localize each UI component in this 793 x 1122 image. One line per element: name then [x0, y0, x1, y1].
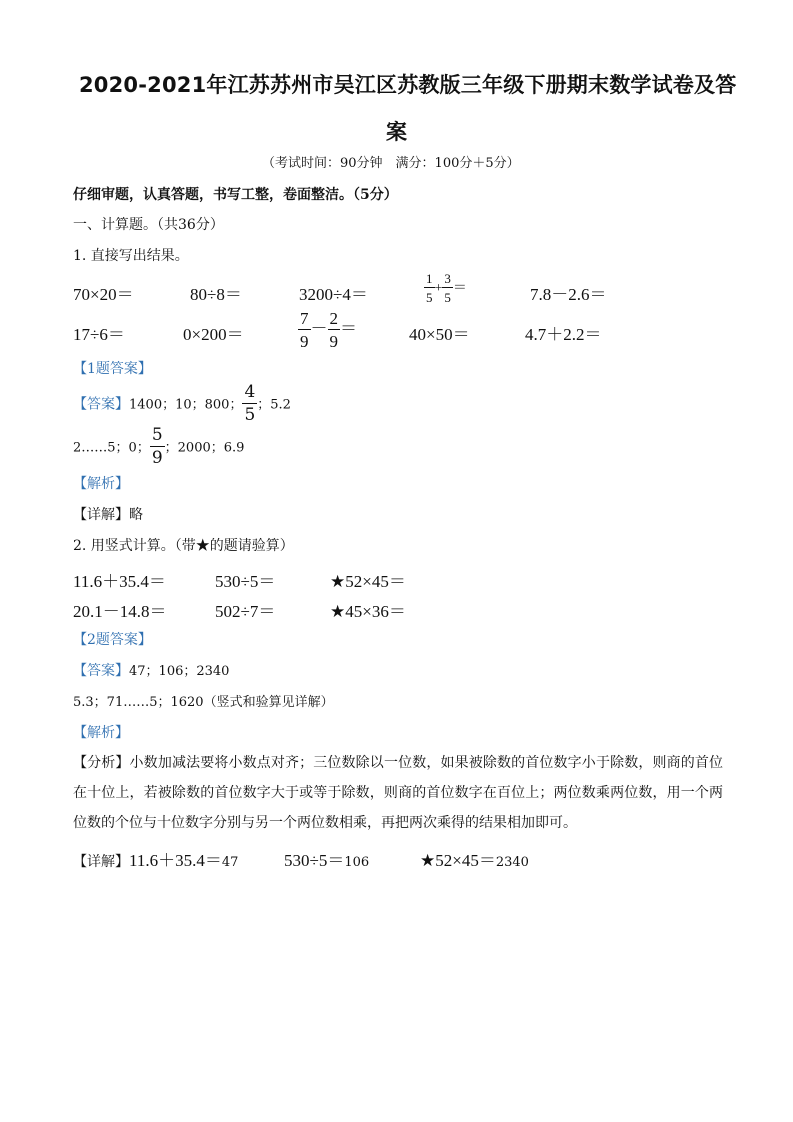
answer-line: 【答案】1400；10；800； $\frac{4}{5}$ ；5.2 [73, 382, 291, 425]
answer-line: 2……5；0； $\frac{5}{9}$ ；2000；6.9 [73, 425, 245, 468]
q2-item-4: 20.1－14.8＝ [73, 602, 167, 621]
answer-line: 【答案】47；106；2340 [73, 663, 230, 679]
q1-item-7: 0×200＝ [183, 325, 244, 344]
fraction: $\frac{5}{9}$ [151, 425, 163, 468]
page-title: 2020-2021年江苏苏州市吴江区苏教版三年级下册期末数学试卷及答 [79, 73, 737, 97]
fraction: $\frac{7}{9}$ [300, 309, 309, 351]
answer-heading: 【1题答案】 [73, 361, 152, 377]
answer-line: 5.3；71……5；1620（竖式和验算见详解） [73, 695, 334, 710]
q1-item-5: 7.8－2.6＝ [530, 285, 607, 304]
question-1-prompt: 1. 直接写出结果。 [73, 248, 189, 264]
analysis-heading: 【解析】 [73, 725, 129, 741]
fraction: $\frac{2}{9}$ [329, 309, 338, 351]
q1-item-2: 80÷8＝ [190, 285, 242, 304]
analysis-heading: 【解析】 [73, 476, 129, 492]
detail-line: 【详解】11.6＋35.4＝47 [73, 851, 239, 870]
section-heading: 一、计算题。（共36分） [73, 217, 224, 233]
q2-item-5: 502÷7＝ [215, 602, 276, 621]
detail-item: ★52×45＝2340 [420, 851, 529, 870]
exam-info: （考试时间：90分钟 满分：100分＋5分） [262, 156, 520, 171]
q1-item-6: 17÷6＝ [73, 325, 125, 344]
q2-item-2: 530÷5＝ [215, 572, 276, 591]
q1-item-8: $\frac{7}{9}$ － $\frac{2}{9}$ ＝ [300, 309, 357, 351]
detail-line: 【详解】略 [73, 507, 143, 523]
q1-item-1: 70×20＝ [73, 285, 134, 304]
q2-item-6: ★45×36＝ [330, 602, 406, 621]
q2-item-1: 11.6＋35.4＝ [73, 572, 166, 591]
analysis-paragraph: 【分析】小数加减法要将小数点对齐；三位数除以一位数，如果被除数的首位数字小于除数，则商的首位在十位上，若被除数的首位数字大于或等于除数，则商的首位数字在百位上；两位数乘两位数，用一个两位数的个位与十位数字分别与另一个两位数相乘，再把两次乘得的结果相加即可。 [73, 755, 724, 831]
detail-item: 530÷5＝106 [284, 851, 370, 870]
intro-instruction: 仔细审题，认真答题，书写工整，卷面整洁。（5分） [73, 187, 398, 203]
fraction: $\frac{3}{5}$ [444, 271, 451, 305]
q2-item-3: ★52×45＝ [330, 572, 406, 591]
q1-item-10: 4.7＋2.2＝ [525, 325, 602, 344]
page-title-continuation: 案 [386, 120, 408, 144]
question-2-prompt: 2. 用竖式计算。（带★的题请验算） [73, 538, 294, 554]
answer-heading: 【2题答案】 [73, 632, 152, 648]
q1-item-3: 3200÷4＝ [299, 285, 368, 304]
fraction: $\frac{4}{5}$ [244, 382, 256, 425]
q1-item-4: $\frac{1}{5}$ + $\frac{3}{5}$ ＝ [426, 271, 467, 305]
q1-item-9: 40×50＝ [409, 325, 470, 344]
fraction: $\frac{1}{5}$ [426, 271, 433, 305]
